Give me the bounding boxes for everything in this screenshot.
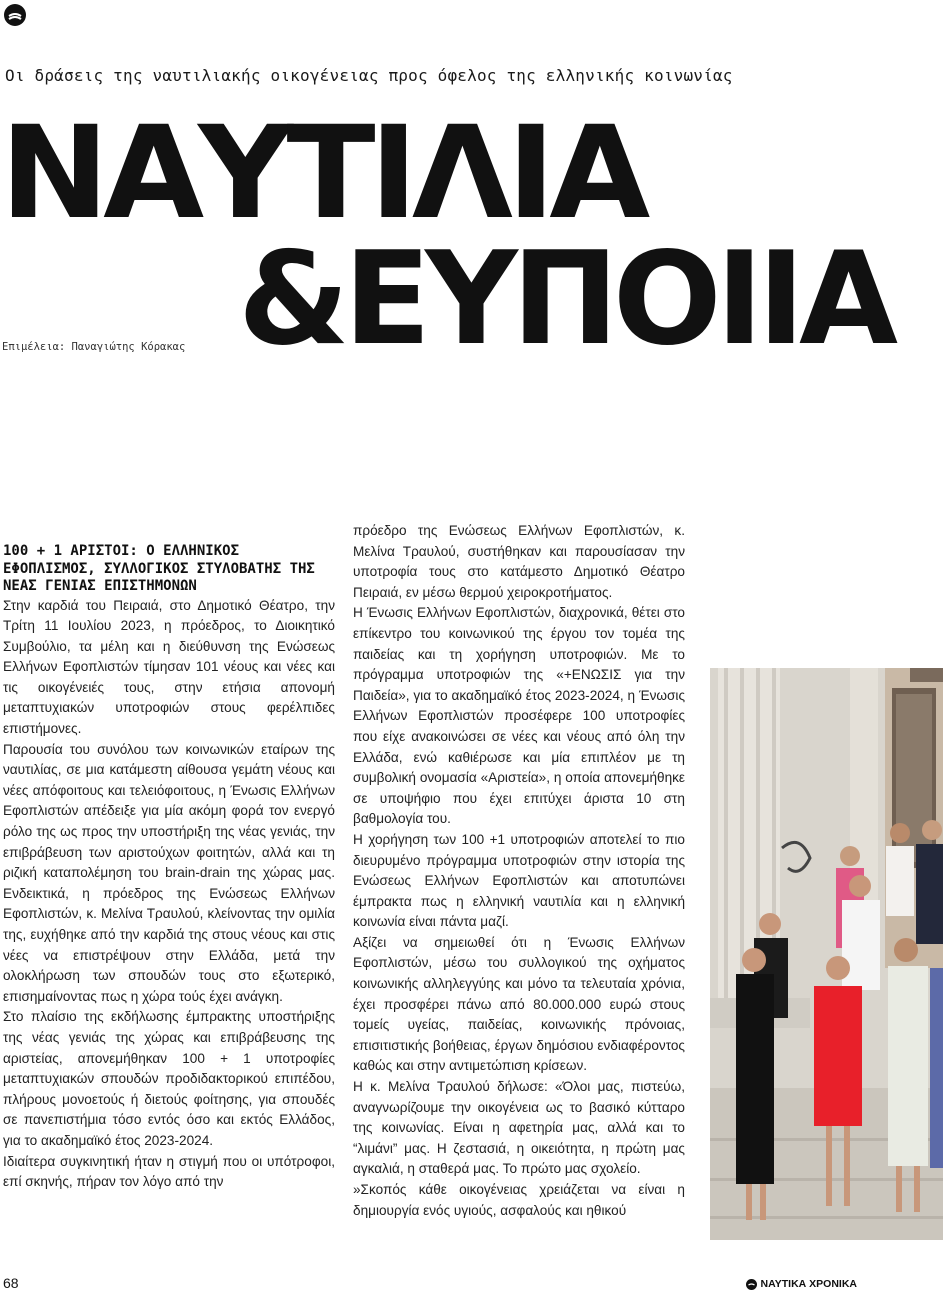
footer-brand [746, 1277, 857, 1291]
editor-byline: Επιμέλεια: Παναγιώτης Κόρακας [2, 341, 186, 353]
article-column-1 [3, 543, 335, 1193]
paragraph: Η χορήγηση των 100 +1 υποτροφιών αποτελεί το πιο διευρυμένο πρόγραμμα υποτροφιών στην ιστορία της Ενώσεως Ελλήνων Εφοπλιστών και αποτυπώνει έμπρακτα πως η ελληνική ναυτιλία και η ελληνική κοινωνία είναι πάντα μαζί. [353, 831, 685, 930]
page-title-line1: ΝΑΥΤΙΛΙΑ [0, 99, 645, 248]
article-headline: 100 + 1 ΑΡΙΣΤΟΙ: Ο ΕΛΛΗΝΙΚΟΣ ΕΦΟΠΛΙΣΜΟΣ, ΣΥΛΛΟΓΙΚΟΣ ΣΤΥΛΟΒΑΤΗΣ ΤΗΣ ΝΕΑΣ ΓΕΝΙΑΣ ΕΠΙΣΤΗΜΟΝΩΝ [3, 543, 315, 594]
article-column-2 [353, 521, 685, 1221]
paragraph: Στο πλαίσιο της εκδήλωσης έμπρακτης υποστήριξης της νέας γενιάς της χώρας και επιβράβευσης της αριστείας, απονεμήθηκαν 100 + 1 υποτροφίες μεταπτυχιακών σπουδών προδιδακτορικού επιπέδου, πλήρους μονοετούς ή διετούς φοίτησης, για σπουδές σε πανεπιστήμια τόσο εντός όσο και εκτός Ελλάδος, για το ακαδημαϊκό έτος 2023-2024. [3, 1009, 335, 1148]
paragraph: Αξίζει να σημειωθεί ότι η Ένωσις Ελλήνων Εφοπλιστών, μέσω του συλλογικού της οχήματος κοινωνικής αλληλεγγύης και μόνο τα τελευταία χρόνια, έχει προσφέρει πάνω από 80.000.000 ευρώ στους τομείς υγείας, παιδείας, κοινωνικής πρόνοιας, επισιτιστικής βοήθειας, έργων δημόσιου ενδιαφέροντος καθώς και στην αντιμετώπιση κρίσεων. [353, 934, 685, 1074]
page-title-line2: &ΕΥΠΟΙΙΑ [238, 225, 892, 374]
brand-name: ΝΑΥΤΙΚΑ ΧΡΟΝΙΚΑ [760, 1278, 857, 1290]
paragraph: Η Ένωσις Ελλήνων Εφοπλιστών, διαχρονικά, θέτει στο επίκεντρο του κοινωνικού της έργου τον τομέα της παιδείας και τη χορήγηση υποτροφιών. Με το πρόγραμμα υποτροφιών της «+ΕΝΩΣΙΣ για την Παιδεία», για το ακαδημαϊκό έτος 2023-2024, η Ένωσις Ελλήνων Εφοπλιστών προσέφερε 100 υποτροφίες που είχε ανακοινώσει σε νέες και νέους από όλη την Ελλάδα, ενώ καθιέρωσε και μία επιπλέον με τη συμβολική ονομασία «Αριστεία», η οποία απονεμήθηκε σε υποψήφιο που έχει επιτύχει άριστα 10 στη βαθμολογία του. [353, 605, 685, 827]
brand-logo-icon [746, 1279, 757, 1290]
section-supertitle: Οι δράσεις της ναυτιλιακής οικογένειας προς όφελος της ελληνικής κοινωνίας [5, 66, 733, 85]
paragraph: Παρουσία του συνόλου των κοινωνικών εταίρων της ναυτιλίας, σε μια κατάμεστη αίθουσα γεμάτη νέους και νέες απόφοιτους και τελειόφοιτους, η Ένωσις Ελλήνων Εφοπλιστών απέδειξε για μία ακόμη φορά τον ενεργό ρόλο της ως προς την υποστήριξη της νέας γενιάς, την επιβράβευση των αριστούχων φοιτητών, αλλά και τη ριζική καταπολέμηση του brain-drain της χώρας μας. Ενδεικτικά, η πρόεδρος της Ενώσεως Ελλήνων Εφοπλιστών, κ. Μελίνα Τραυλού, κλείνοντας την ομιλία της, ευχήθηκε από την καρδιά της στους νέους και στις νέες να επιστρέψουν στην Ελλάδα, μετά την ολοκλήρωση των σπουδών τους στο εξωτερικό, επισημαίνοντας πως η χώρα τούς έχει ανάγκη. [3, 741, 335, 1004]
page-number: 68 [3, 1275, 19, 1291]
paragraph: »Σκοπός κάθε οικογένειας χρειάζεται να είναι η δημιουργία ενός υγιούς, ασφαλούς και ηθικού [353, 1182, 685, 1218]
paragraph: Ιδιαίτερα συγκινητική ήταν η στιγμή που οι υπότροφοι, επί σκηνής, πήραν τον λόγο από την [3, 1153, 335, 1190]
magazine-logo-icon [4, 4, 26, 26]
paragraph: πρόεδρο της Ενώσεως Ελλήνων Εφοπλιστών, κ. Μελίνα Τραυλού, συστήθηκαν και παρουσίασαν την υποτροφία τους στο κατάμεστο Δημοτικό Θέατρο Πειραιά, εν μέσω θερμού χειροκροτήματος. [353, 523, 685, 600]
paragraph: Η κ. Μελίνα Τραυλού δήλωσε: «Όλοι μας, πιστεύω, αναγνωρίζουμε την οικογένεια ως το βασικό κύτταρο της κοινωνίας. Είναι η αφετηρία μας, αλλά και το “λιμάνι” μας. Η ζεστασιά, η οικειότητα, η πρώτη μας αγκαλιά, η σταθερά μας. Το πρώτο μας σχολείο. [353, 1079, 685, 1177]
event-photo [710, 668, 943, 1240]
paragraph: Στην καρδιά του Πειραιά, στο Δημοτικό Θέατρο, την Τρίτη 11 Ιουλίου 2023, η πρόεδρος, το Διοικητικό Συμβούλιο, τα μέλη και η διεύθυνση της Ενώσεως Ελλήνων Εφοπλιστών τίμησαν 101 νέους και νέες και τις οικογένειές τους, στην ετήσια απονομή μεταπτυχιακών υποτροφιών στους φερέλπιδες επιστήμονες. [3, 597, 335, 737]
